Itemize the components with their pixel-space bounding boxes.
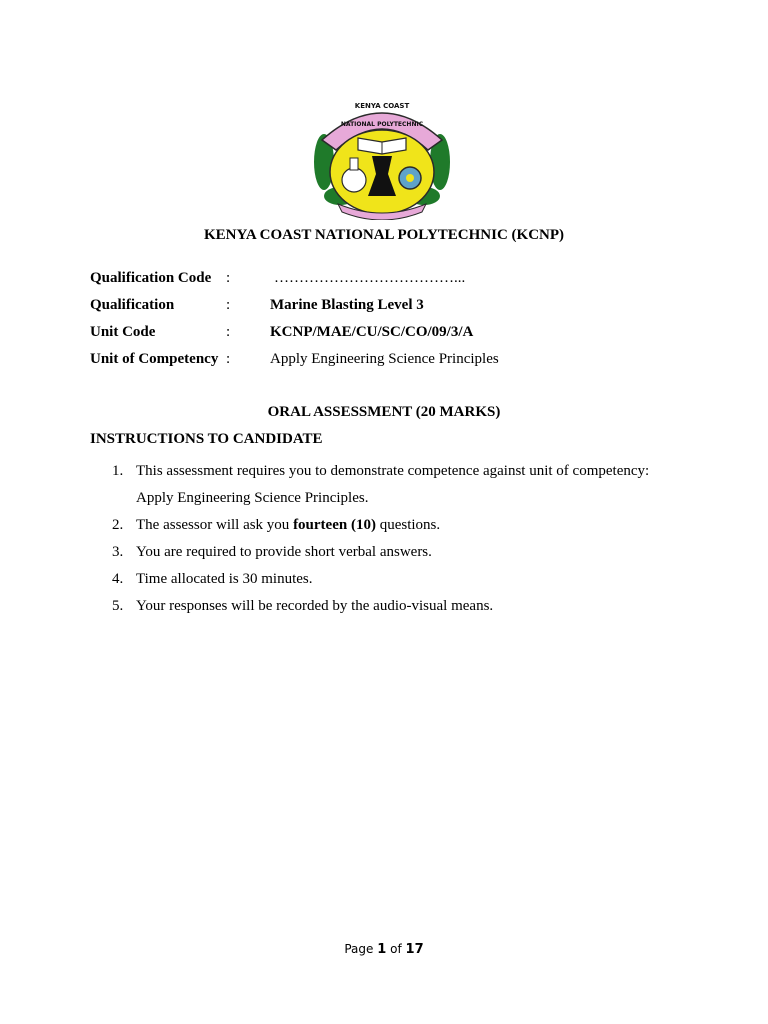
institution-title: KENYA COAST NATIONAL POLYTECHNIC (KCNP)	[203, 227, 565, 243]
list-item-text: Time allocated is 30 minutes.	[136, 571, 313, 587]
list-item	[112, 539, 672, 566]
list-item-text: The assessor will ask you	[136, 517, 294, 533]
list-item	[112, 566, 672, 593]
field-value: ………………………………...	[274, 270, 466, 286]
list-item-text: You are required to provide short verbal answers.	[136, 544, 432, 560]
page-total: 17	[405, 942, 424, 957]
list-item-number: 3.	[112, 544, 124, 560]
of-word: of	[390, 942, 402, 956]
page-word: Page	[344, 942, 374, 956]
instructions-heading: INSTRUCTIONS TO CANDIDATE	[90, 431, 323, 447]
list-item	[112, 512, 672, 539]
field-label: Unit of Competency	[90, 351, 219, 367]
field-label: Unit Code	[90, 324, 156, 340]
institution-logo	[310, 92, 454, 220]
field-colon: :	[226, 297, 231, 313]
list-item-text: Your responses will be recorded by the audio-visual means.	[136, 598, 494, 614]
instructions-list	[112, 458, 672, 620]
list-item-number: 1.	[112, 463, 124, 479]
list-item	[112, 593, 672, 620]
list-item-number: 2.	[112, 517, 124, 533]
list-item-number: 4.	[112, 571, 124, 587]
list-item	[112, 458, 672, 512]
field-value: KCNP/MAE/CU/SC/CO/09/3/A	[270, 324, 474, 340]
field-colon: :	[226, 324, 231, 340]
list-item-number: 5.	[112, 598, 124, 614]
field-colon: :	[226, 351, 231, 367]
page-footer	[0, 942, 768, 957]
field-colon: :	[226, 270, 231, 286]
field-label: Qualification	[90, 297, 175, 313]
field-label: Qualification Code	[90, 270, 212, 286]
list-item-text: This assessment requires you to demonstrate competence against unit of competency: Apply Engineering Science Principles.	[136, 463, 650, 506]
field-value: Apply Engineering Science Principles	[270, 351, 499, 367]
question-count: fourteen (10)	[293, 517, 376, 533]
page-number: 1	[377, 942, 387, 957]
oral-assessment-heading: ORAL ASSESSMENT (20 MARKS)	[267, 404, 501, 420]
logo-ring-mid-text: NATIONAL POLYTECHNIC	[340, 121, 424, 128]
logo-ring-top-text: KENYA COAST	[354, 102, 410, 110]
gear-icon	[399, 167, 421, 189]
field-value: Marine Blasting Level 3	[270, 297, 424, 313]
list-item-text-end: questions.	[375, 517, 441, 533]
